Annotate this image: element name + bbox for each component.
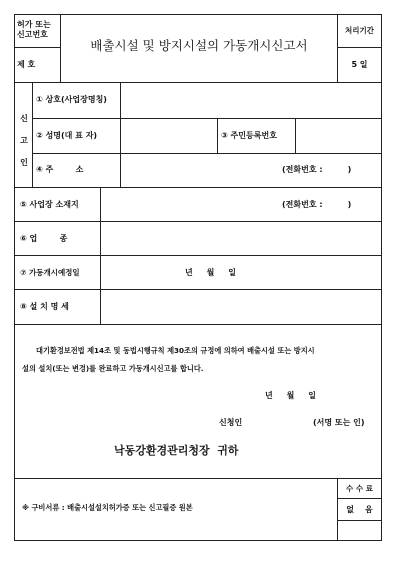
receipt-number-suffix: 제 호 bbox=[17, 60, 36, 69]
declaration-date: 년 월 일 bbox=[265, 391, 317, 400]
resident-number-label: ③ 주민등록번호 bbox=[221, 131, 277, 140]
applicant-phone-label: (전화번호 : ) bbox=[282, 165, 352, 174]
fee-label: 수 수 료 bbox=[346, 484, 373, 493]
required-documents-note: ※ 구비서류 : 배출시설설치허가증 또는 신고필증 원본 bbox=[22, 503, 193, 512]
processing-period-value: 5 일 bbox=[351, 60, 368, 69]
address-label: ④ 주 소 bbox=[36, 165, 84, 174]
processing-period-label: 처리기간 bbox=[345, 26, 374, 35]
start-date-label: ⑦ 가동개시예정일 bbox=[20, 268, 80, 277]
signer-label: 신청인 bbox=[219, 418, 243, 427]
trade-name-label: ① 상호(사업장명칭) bbox=[36, 95, 107, 104]
start-date-value: 년 월 일 bbox=[185, 268, 237, 277]
name-label: ② 성명(대 표 자) bbox=[36, 131, 98, 140]
statement-line-1: 대기환경보전법 제14조 및 동법시행규칙 제30조의 규정에 의하여 배출시설 또는 방지시 bbox=[36, 346, 315, 355]
receipt-number-label: 허가 또는 신고번호 bbox=[17, 20, 51, 39]
addressee: 낙동강환경관리청장 귀하 bbox=[114, 444, 239, 457]
fee-value: 없 음 bbox=[346, 505, 373, 514]
applicant-section-label: 신 고 인 bbox=[20, 114, 28, 167]
signature-hint: (서명 또는 인) bbox=[313, 418, 365, 427]
site-location-label: ⑤ 사업장 소재지 bbox=[20, 200, 79, 209]
site-phone-label: (전화번호 : ) bbox=[282, 200, 352, 209]
statement-line-2: 설의 설치(또는 변경)를 완료하고 가동개시신고를 합니다. bbox=[22, 364, 204, 373]
form-title: 배출시설 및 방지시설의 가동개시신고서 bbox=[90, 38, 308, 53]
business-type-label: ⑥ 업 종 bbox=[20, 234, 68, 243]
facility-details-label: ⑧ 설 치 명 세 bbox=[20, 302, 69, 311]
